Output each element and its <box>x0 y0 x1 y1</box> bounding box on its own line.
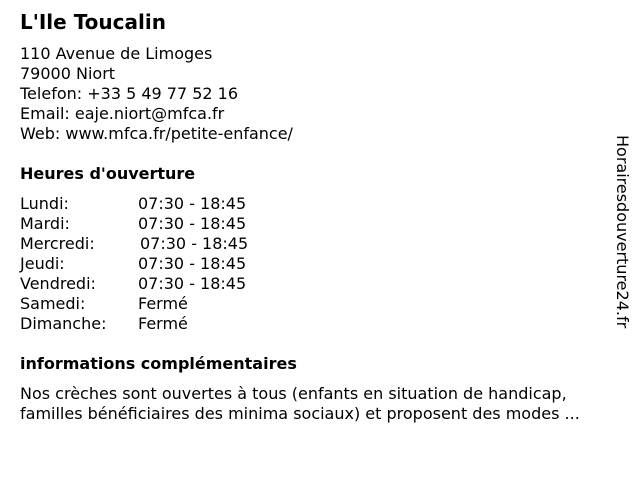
business-name: L'Ile Toucalin <box>20 10 166 34</box>
time-value: 07:30 - 18:45 <box>138 274 247 293</box>
opening-hours-heading: Heures d'ouverture <box>20 164 196 183</box>
day-label: Mercredi: <box>20 234 95 253</box>
additional-info-heading: informations complémentaires <box>20 354 297 373</box>
info-line: Nos crèches sont ouvertes à tous (enfants en situation de handicap, <box>20 384 567 403</box>
time-value: 07:30 - 18:45 <box>138 194 247 213</box>
side-brand-watermark: Horairesdouverture24.fr <box>613 135 632 329</box>
time-value: Fermé <box>138 314 188 333</box>
street-address: 110 Avenue de Limoges <box>20 44 213 63</box>
day-label: Mardi: <box>20 214 70 233</box>
day-label: Vendredi: <box>20 274 96 293</box>
city-address: 79000 Niort <box>20 64 116 83</box>
day-label: Dimanche: <box>20 314 107 333</box>
time-value: 07:30 - 18:45 <box>138 214 247 233</box>
time-value: 07:30 - 18:45 <box>138 254 247 273</box>
day-label: Samedi: <box>20 294 86 313</box>
day-label: Lundi: <box>20 194 69 213</box>
additional-info-text <box>20 384 635 424</box>
time-value: 07:30 - 18:45 <box>140 234 249 253</box>
contact-block <box>20 44 293 144</box>
email-address: Email: eaje.niort@mfca.fr <box>20 104 225 123</box>
phone-number: Telefon: +33 5 49 77 52 16 <box>20 84 239 103</box>
info-line: familles bénéficiaires des minima sociaux) et proposent des modes ... <box>20 404 580 423</box>
time-value: Fermé <box>138 294 188 313</box>
website-url: Web: www.mfca.fr/petite-enfance/ <box>20 124 293 143</box>
day-label: Jeudi: <box>20 254 65 273</box>
